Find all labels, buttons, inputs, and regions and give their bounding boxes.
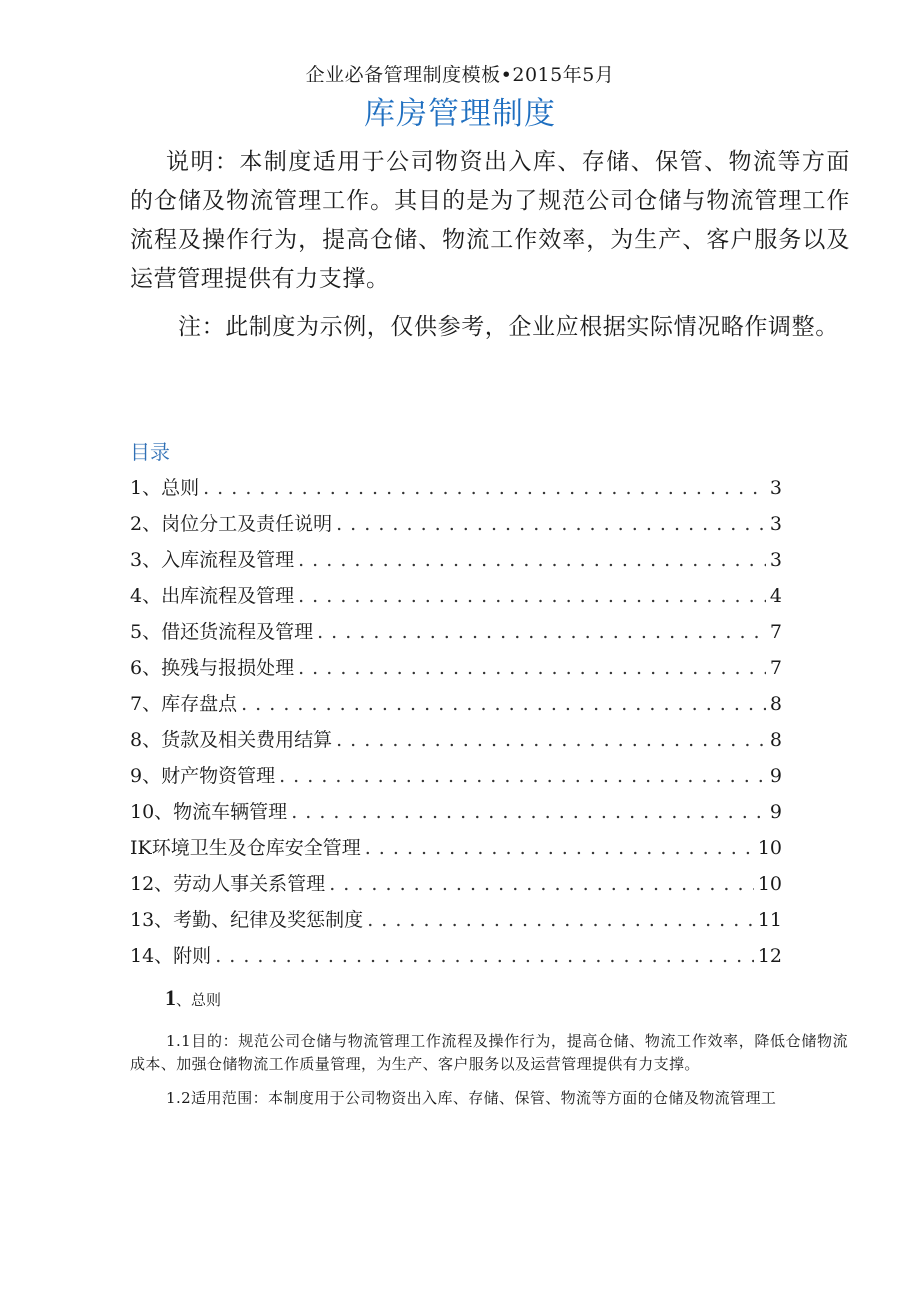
toc-entry-page: 12 bbox=[757, 945, 782, 967]
toc-leader-dots bbox=[365, 832, 754, 864]
toc-leader-dots bbox=[298, 544, 766, 576]
toc-entry[interactable] bbox=[130, 940, 782, 976]
toc-entry-page: 8 bbox=[769, 693, 782, 715]
toc-entry[interactable] bbox=[130, 616, 782, 652]
intro-section bbox=[130, 143, 850, 347]
section-heading bbox=[165, 985, 221, 1011]
toc-entry-page: 10 bbox=[757, 873, 782, 895]
document-title: 库房管理制度 bbox=[364, 96, 556, 132]
toc-entry-page: 9 bbox=[769, 765, 782, 787]
toc-leader-dots bbox=[241, 688, 766, 720]
toc-entry-page: 3 bbox=[769, 477, 782, 499]
toc-entry-page: 8 bbox=[769, 729, 782, 751]
toc-entry-label: 3、入库流程及管理 bbox=[130, 549, 295, 571]
paragraph-scope: 1.2适用范围：本制度用于公司物资出入库、存储、保管、物流等方面的仓储及物流管理工 bbox=[166, 1089, 777, 1107]
toc-entry-label: 1、总则 bbox=[130, 477, 200, 499]
section-title: 、总则 bbox=[176, 991, 222, 1009]
toc-entry-label: 5、借还货流程及管理 bbox=[130, 621, 314, 643]
toc-entry[interactable] bbox=[130, 508, 782, 544]
toc-entry-label: 9、财产物资管理 bbox=[130, 765, 276, 787]
toc-entry[interactable] bbox=[130, 904, 782, 940]
toc-entry-page: 9 bbox=[769, 801, 782, 823]
toc-leader-dots bbox=[317, 616, 766, 648]
toc-entry-label: 4、出库流程及管理 bbox=[130, 585, 295, 607]
toc-entry[interactable] bbox=[130, 760, 782, 796]
table-of-contents bbox=[130, 472, 782, 976]
toc-entry-page: 3 bbox=[769, 513, 782, 535]
toc-leader-dots bbox=[279, 760, 766, 792]
header-line: 企业必备管理制度模板•2015年5月 bbox=[305, 64, 615, 86]
toc-entry[interactable] bbox=[130, 796, 782, 832]
toc-leader-dots bbox=[367, 904, 754, 936]
toc-entry[interactable] bbox=[130, 544, 782, 580]
toc-heading: 目录 bbox=[130, 440, 170, 464]
toc-leader-dots bbox=[298, 652, 766, 684]
toc-entry-label: 7、库存盘点 bbox=[130, 693, 238, 715]
toc-entry-label: 8、货款及相关费用结算 bbox=[130, 729, 333, 751]
toc-entry[interactable] bbox=[130, 688, 782, 724]
toc-entry-label: 2、岗位分工及责任说明 bbox=[130, 513, 333, 535]
toc-entry-label: 10、物流车辆管理 bbox=[130, 801, 288, 823]
toc-entry-label: 12、劳动人事关系管理 bbox=[130, 873, 326, 895]
toc-leader-dots bbox=[336, 724, 766, 756]
section-body bbox=[130, 1030, 848, 1127]
toc-entry-page: 4 bbox=[769, 585, 782, 607]
toc-leader-dots bbox=[336, 508, 766, 540]
intro-description: 说明：本制度适用于公司物资出入库、存储、保管、物流等方面的仓储及物流管理工作。其目的是为了规范公司仓储与物流管理工作流程及操作行为，提高仓储、物流工作效率，为生产、客户服务以及运营管理提供有力支撑。 bbox=[130, 149, 850, 292]
toc-entry-label: 14、附则 bbox=[130, 945, 212, 967]
toc-entry[interactable] bbox=[130, 652, 782, 688]
intro-note: 注：此制度为示例，仅供参考，企业应根据实际情况略作调整。 bbox=[178, 314, 839, 340]
section-number: 1 bbox=[165, 985, 176, 1010]
toc-entry[interactable] bbox=[130, 580, 782, 616]
toc-leader-dots bbox=[203, 472, 766, 504]
toc-entry[interactable] bbox=[130, 868, 782, 904]
toc-entry-page: 3 bbox=[769, 549, 782, 571]
toc-entry-page: 10 bbox=[757, 837, 782, 859]
toc-entry[interactable] bbox=[130, 472, 782, 508]
toc-leader-dots bbox=[291, 796, 766, 828]
paragraph-purpose: 1.1目的：规范公司仓储与物流管理工作流程及操作行为，提高仓储、物流工作效率，降低仓储物流成本、加强仓储物流工作质量管理，为生产、客户服务以及运营管理提供有力支撑。 bbox=[130, 1032, 848, 1073]
toc-leader-dots bbox=[215, 940, 754, 972]
toc-entry[interactable] bbox=[130, 832, 782, 868]
toc-leader-dots bbox=[329, 868, 754, 900]
toc-entry-label: 13、考勤、纪律及奖惩制度 bbox=[130, 909, 364, 931]
toc-entry-label: 6、换残与报损处理 bbox=[130, 657, 295, 679]
toc-entry-label: IK环境卫生及仓库安全管理 bbox=[130, 837, 361, 859]
toc-entry[interactable] bbox=[130, 724, 782, 760]
toc-entry-page: 7 bbox=[769, 621, 782, 643]
toc-entry-page: 7 bbox=[769, 657, 782, 679]
toc-entry-page: 11 bbox=[757, 909, 782, 931]
toc-leader-dots bbox=[298, 580, 766, 612]
